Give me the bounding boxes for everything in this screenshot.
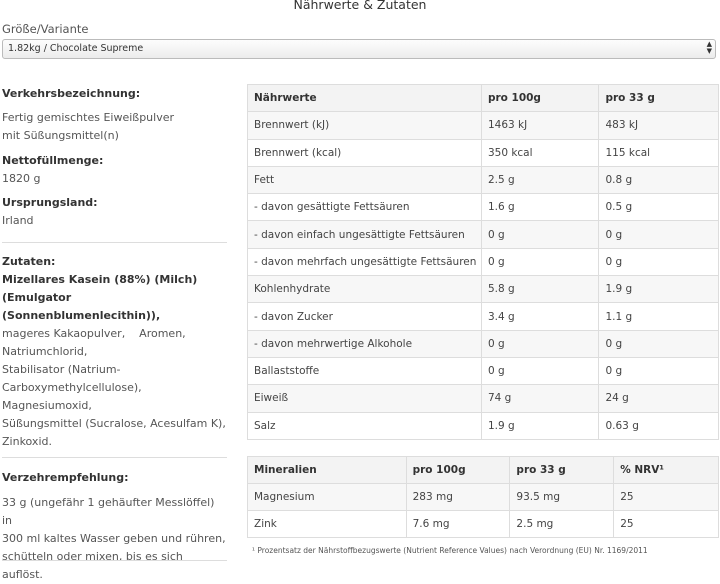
verzehr-text [2, 494, 227, 584]
zutaten-section [2, 253, 227, 451]
per-33g: 93.5 mg [510, 484, 614, 511]
per-100g: 0 g [481, 248, 599, 275]
nutrient-name: Brennwert (kJ) [248, 112, 482, 139]
verkehr-line: mit Süßungsmittel(n) [2, 129, 119, 142]
nutrient-name: Kohlenhydrate [248, 276, 482, 303]
per-33g: 1.9 g [599, 276, 719, 303]
per-100g: 0 g [481, 357, 599, 384]
netto-label: Nettofüllmenge: [2, 154, 104, 167]
per-100g: 1.6 g [481, 194, 599, 221]
col-header: Mineralien [248, 457, 407, 484]
table-row [248, 139, 719, 166]
table-row [248, 194, 719, 221]
zutaten-line: Natriumchlorid, [2, 345, 88, 358]
nutrient-name: Ballaststoffe [248, 357, 482, 384]
table-row [248, 221, 719, 248]
per-33g: 0.63 g [599, 412, 719, 439]
table-row [248, 166, 719, 193]
per-100g: 350 kcal [481, 139, 599, 166]
nutrient-name: Eiweiß [248, 385, 482, 412]
table-row [248, 412, 719, 439]
nutrient-name: Fett [248, 166, 482, 193]
col-header: % NRV¹ [614, 457, 719, 484]
minerals-header-row [248, 457, 719, 484]
per-33g: 24 g [599, 385, 719, 412]
table-row [248, 330, 719, 357]
per-100g: 5.8 g [481, 276, 599, 303]
table-row [248, 385, 719, 412]
divider [2, 242, 227, 243]
nutrition-table [247, 84, 719, 440]
per-100g: 3.4 g [481, 303, 599, 330]
select-arrows-icon [707, 41, 712, 55]
zutaten-line: Zinkoxid. [2, 435, 52, 448]
nrv-percent: 25 [614, 484, 719, 511]
table-row [248, 303, 719, 330]
per-33g: 0.5 g [599, 194, 719, 221]
table-row [248, 511, 719, 538]
per-100g: 74 g [481, 385, 599, 412]
page-title: Nährwerte & Zutaten [293, 0, 427, 12]
verkehr-text [2, 109, 227, 145]
per-100g: 1463 kJ [481, 112, 599, 139]
per-100g: 283 mg [406, 484, 510, 511]
zutaten-bold-line: (Emulgator (Sonnenblumenlecithin)), [2, 291, 161, 322]
verzehr-line: 300 ml kaltes Wasser geben und rühren, [2, 532, 226, 545]
nutrient-name: - davon einfach ungesättigte Fettsäuren [248, 221, 482, 248]
nutrient-name: - davon Zucker [248, 303, 482, 330]
variant-select[interactable] [2, 39, 716, 59]
per-100g: 0 g [481, 330, 599, 357]
netto-section [2, 152, 227, 188]
col-header: pro 33 g [599, 85, 719, 112]
zutaten-line: Magnesiumoxid, [2, 399, 92, 412]
per-100g: 0 g [481, 221, 599, 248]
divider [2, 457, 227, 458]
verzehr-line: 33 g (ungefähr 1 gehäufter Messlöffel) in [2, 496, 215, 527]
ursprung-value: Irland [2, 214, 34, 227]
table-row [248, 357, 719, 384]
per-33g: 483 kJ [599, 112, 719, 139]
per-33g: 0 g [599, 330, 719, 357]
col-header: pro 33 g [510, 457, 614, 484]
zutaten-line: Carboxymethylcellulose), [2, 381, 142, 394]
per-33g: 0 g [599, 221, 719, 248]
per-33g: 0 g [599, 357, 719, 384]
divider [2, 560, 227, 561]
mineral-name: Magnesium [248, 484, 407, 511]
ursprung-label: Ursprungsland: [2, 196, 98, 209]
nutrient-name: - davon gesättigte Fettsäuren [248, 194, 482, 221]
col-header: pro 100g [481, 85, 599, 112]
arrow-down-icon: ▼ [706, 47, 712, 55]
zutaten-line: mageres Kakaopulver, Aromen, [2, 327, 186, 340]
per-33g: 115 kcal [599, 139, 719, 166]
table-row [248, 248, 719, 275]
netto-value: 1820 g [2, 172, 41, 185]
zutaten-bold-line: Mizellares Kasein (88%) (Milch) [2, 273, 198, 286]
table-row [248, 276, 719, 303]
arrow-up-icon: ▲ [706, 40, 712, 48]
per-33g: 2.5 mg [510, 511, 614, 538]
nutrient-name: - davon mehrfach ungesättigte Fettsäuren [248, 248, 482, 275]
nutrient-name: Brennwert (kcal) [248, 139, 482, 166]
verkehr-line: Fertig gemischtes Eiweißpulver [2, 111, 175, 124]
nutrient-name: - davon mehrwertige Alkohole [248, 330, 482, 357]
verzehr-line: schütteln oder mixen, bis es sich auflöst. [2, 550, 183, 581]
ursprung-section [2, 194, 227, 230]
variant-selected-value: 1.82kg / Chocolate Supreme [8, 43, 144, 54]
per-100g: 1.9 g [481, 412, 599, 439]
nrv-percent: 25 [614, 511, 719, 538]
table-row [248, 484, 719, 511]
per-33g: 0 g [599, 248, 719, 275]
verkehr-section [2, 85, 227, 103]
minerals-table [247, 456, 719, 538]
per-33g: 0.8 g [599, 166, 719, 193]
col-header: pro 100g [406, 457, 510, 484]
nrv-footnote: ¹ Prozentsatz der Nährstoffbezugswerte (Nutrient Reference Values) nach Verordnung (EU) Nr. 1169/2011 [252, 546, 648, 555]
variant-label: Größe/Variante [2, 22, 89, 36]
nutrition-header-row [248, 85, 719, 112]
table-row [248, 112, 719, 139]
verkehr-label: Verkehrsbezeichnung: [2, 87, 141, 100]
mineral-name: Zink [248, 511, 407, 538]
zutaten-line: Stabilisator (Natrium- [2, 363, 121, 376]
per-100g: 7.6 mg [406, 511, 510, 538]
per-100g: 2.5 g [481, 166, 599, 193]
nutrient-name: Salz [248, 412, 482, 439]
verzehr-section [2, 469, 227, 487]
verzehr-label: Verzehrempfehlung: [2, 471, 129, 484]
zutaten-label: Zutaten: [2, 255, 56, 268]
per-33g: 1.1 g [599, 303, 719, 330]
col-header: Nährwerte [248, 85, 482, 112]
zutaten-line: Süßungsmittel (Sucralose, Acesulfam K), [2, 417, 226, 430]
